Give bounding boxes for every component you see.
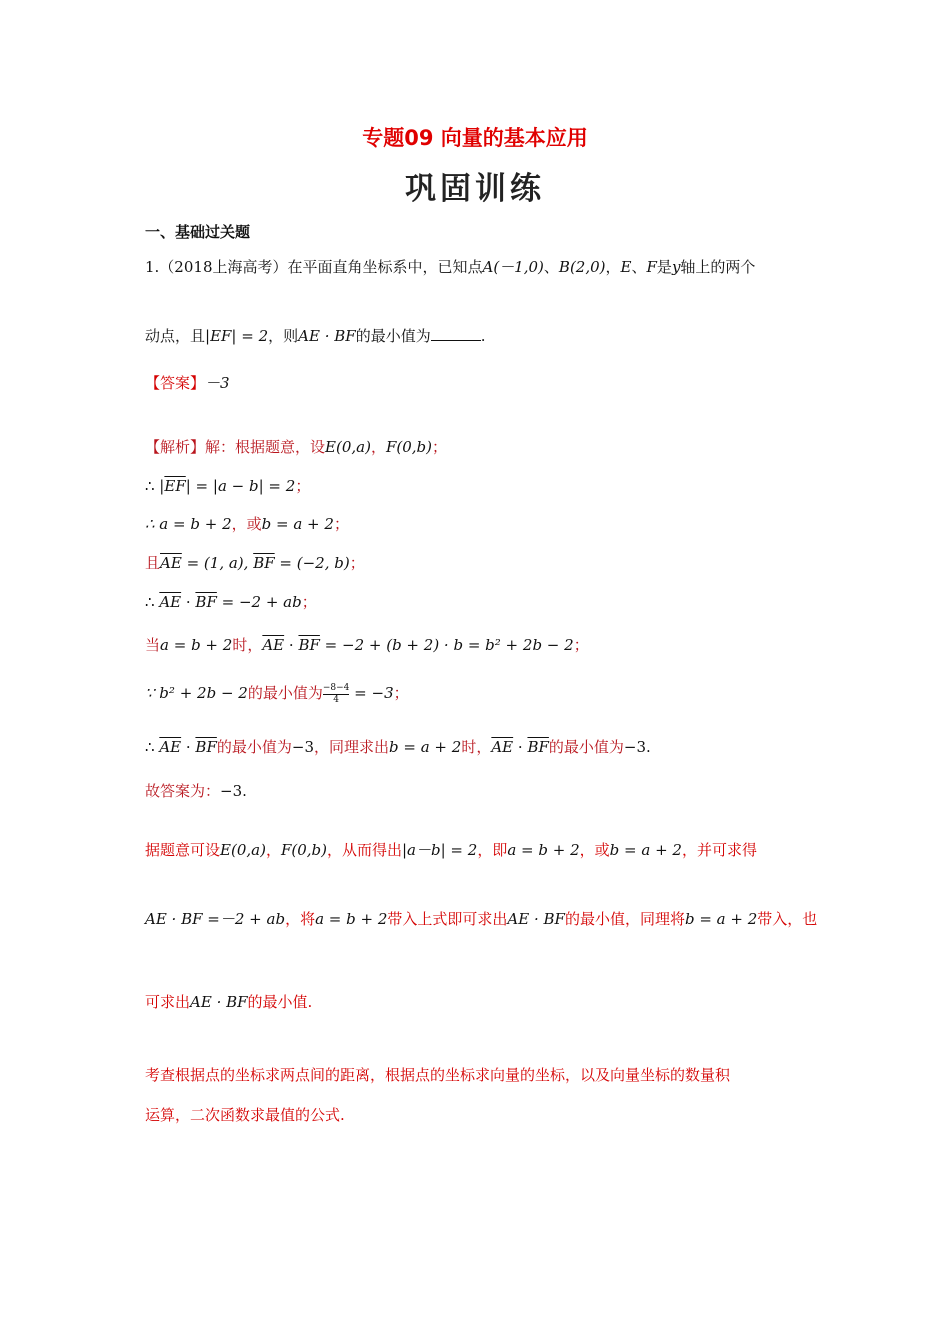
document-subtitle: 巩固训练 bbox=[405, 171, 545, 207]
analysis-line bbox=[145, 475, 310, 496]
question-line bbox=[145, 256, 755, 277]
text-segment: 时， bbox=[232, 636, 263, 654]
math-expression: = −2 + ab bbox=[216, 593, 302, 611]
remark-line bbox=[145, 908, 817, 929]
text-segment: 带入上式即可求出 bbox=[387, 910, 508, 928]
text-segment: 故答案为： bbox=[145, 782, 221, 800]
analysis-line bbox=[145, 634, 589, 655]
math-expression: = −3 bbox=[349, 684, 394, 702]
math-expression: F bbox=[646, 258, 657, 276]
text-segment: ； bbox=[349, 554, 365, 572]
math-expression: AE · BF bbox=[507, 910, 565, 928]
math-expression: y bbox=[671, 258, 681, 276]
text-segment: ； bbox=[301, 593, 317, 611]
text-segment: 【解析】解：根据题意，设 bbox=[145, 438, 326, 456]
math-expression: b = a + 2 bbox=[261, 515, 334, 533]
text-segment: ； bbox=[431, 438, 447, 456]
math-expression: | = |a − b| = 2 bbox=[185, 477, 296, 495]
text-segment: · bbox=[513, 738, 528, 756]
vector-symbol: $\overline{BF}$ bbox=[527, 738, 549, 756]
text-segment: 的最小值为 bbox=[548, 738, 624, 756]
analysis-line bbox=[145, 552, 365, 573]
math-expression: b = a + 2 bbox=[389, 738, 462, 756]
vector-symbol: $\overline{AE}$ bbox=[160, 554, 182, 572]
text-segment: ，并可求得 bbox=[681, 841, 757, 859]
text-segment: ， bbox=[605, 258, 621, 276]
text-segment: 的最小值为 bbox=[247, 684, 323, 702]
fraction-numerator: −8−4 bbox=[322, 682, 350, 693]
text-segment: ，将 bbox=[285, 910, 316, 928]
math-expression: ∵ b² + 2b − 2 bbox=[145, 684, 248, 702]
text-segment: 、 bbox=[543, 258, 559, 276]
text-segment: 动点，且 bbox=[145, 327, 206, 345]
math-expression: AE · BF bbox=[298, 327, 356, 345]
math-expression: B(2,0) bbox=[558, 258, 606, 276]
text-segment: ，从而得出 bbox=[326, 841, 402, 859]
vector-symbol: $\overline{AE}$ bbox=[491, 738, 514, 756]
vector-symbol: $\overline{AE}$ bbox=[159, 593, 182, 611]
analysis-line bbox=[145, 591, 317, 612]
text-segment: · bbox=[181, 593, 196, 611]
text-segment: 且 bbox=[145, 554, 161, 572]
math-expression: E(0,a) bbox=[325, 438, 371, 456]
text-segment: 是 bbox=[656, 258, 672, 276]
text-segment: 可求出 bbox=[145, 993, 191, 1011]
text-segment: 带入，也 bbox=[757, 910, 818, 928]
document-title: 专题09 向量的基本应用 bbox=[362, 126, 588, 150]
vector-symbol: $\overline{BF}$ bbox=[298, 636, 320, 654]
math-expression: AE · BF bbox=[190, 993, 248, 1011]
text-segment: 、 bbox=[631, 258, 647, 276]
math-expression: = −2 + (b + 2) · b = b² + 2b − 2 bbox=[319, 636, 574, 654]
math-expression: a = b + 2 bbox=[160, 636, 233, 654]
text-segment: ； bbox=[295, 477, 311, 495]
text-segment: 1.（2018上海高考）在平面直角坐标系中，已知点 bbox=[145, 258, 483, 276]
text-segment: −3. bbox=[623, 738, 651, 756]
math-expression: a = b + 2 bbox=[507, 841, 580, 859]
math-expression: E(0,a) bbox=[220, 841, 266, 859]
text-segment: −3 bbox=[291, 738, 314, 756]
text-segment: ； bbox=[573, 636, 589, 654]
vector-symbol: $\overline{AE}$ bbox=[262, 636, 285, 654]
summary-line bbox=[145, 1104, 345, 1125]
text-segment: · bbox=[181, 738, 196, 756]
text-segment: 轴上的两个 bbox=[680, 258, 756, 276]
text-segment: ； bbox=[393, 684, 409, 702]
text-segment: ，或 bbox=[231, 515, 262, 533]
vector-symbol: $\overline{BF}$ bbox=[195, 593, 217, 611]
remark-line bbox=[145, 991, 312, 1012]
fraction-denominator: 4 bbox=[333, 694, 339, 705]
text-segment: 的最小值为 bbox=[216, 738, 292, 756]
math-expression: －3 bbox=[205, 374, 230, 392]
analysis-line bbox=[145, 780, 247, 801]
text-segment: 当 bbox=[145, 636, 161, 654]
math-expression: A(－1,0) bbox=[482, 258, 544, 276]
analysis-line bbox=[145, 513, 349, 534]
section-heading: 一、基础过关题 bbox=[145, 223, 251, 241]
text-segment: . bbox=[480, 327, 486, 345]
fraction bbox=[323, 683, 350, 706]
text-segment: 【答案】 bbox=[145, 374, 206, 392]
text-segment: 的最小值为 bbox=[355, 327, 431, 345]
text-segment: · bbox=[284, 636, 299, 654]
vector-symbol: $\overline{EF}$ bbox=[164, 477, 186, 495]
text-segment: 的最小值，同理将 bbox=[564, 910, 685, 928]
text-segment: ∴ bbox=[145, 593, 160, 611]
text-segment: ， bbox=[265, 841, 281, 859]
vector-symbol: $\overline{BF}$ bbox=[253, 554, 275, 572]
math-expression: b = a + 2 bbox=[684, 910, 758, 928]
text-segment: ，或 bbox=[579, 841, 610, 859]
answer-line bbox=[145, 372, 230, 393]
text-segment: ，同理求出 bbox=[314, 738, 390, 756]
math-expression: F(0,b) bbox=[385, 438, 432, 456]
math-expression: |a－b| = 2 bbox=[402, 841, 478, 859]
math-expression: E bbox=[620, 258, 632, 276]
math-expression: b = a + 2 bbox=[609, 841, 682, 859]
text-segment: ∴ | bbox=[145, 477, 165, 495]
math-expression: a = b + 2 bbox=[315, 910, 388, 928]
math-expression: = (−2, b) bbox=[274, 554, 350, 572]
analysis-line bbox=[145, 736, 651, 757]
vector-symbol: $\overline{AE}$ bbox=[159, 738, 182, 756]
text-segment: 时， bbox=[461, 738, 492, 756]
analysis-line bbox=[145, 682, 409, 706]
text-segment: ∴ bbox=[145, 738, 160, 756]
math-expression: AE · BF bbox=[145, 910, 203, 928]
math-expression: ∴ a = b + 2 bbox=[145, 515, 232, 533]
text-segment: 运算，二次函数求最值的公式. bbox=[145, 1106, 345, 1124]
text-segment: ，即 bbox=[477, 841, 508, 859]
answer-blank bbox=[431, 328, 481, 341]
summary-line bbox=[145, 1064, 730, 1085]
text-segment: 考查根据点的坐标求两点间的距离，根据点的坐标求向量的坐标，以及向量坐标的数量积 bbox=[145, 1066, 731, 1084]
text-segment: ，则 bbox=[268, 327, 299, 345]
text-segment: ； bbox=[333, 515, 349, 533]
math-expression: = (1, a), bbox=[181, 554, 254, 572]
question-line bbox=[145, 325, 485, 346]
math-expression: =－2 + ab bbox=[202, 910, 286, 928]
remark-line bbox=[145, 839, 757, 860]
text-segment: −3. bbox=[220, 782, 247, 800]
math-expression: F(0,b) bbox=[280, 841, 327, 859]
text-segment: 据题意可设 bbox=[145, 841, 221, 859]
text-segment: ， bbox=[370, 438, 386, 456]
analysis-line bbox=[145, 436, 447, 457]
vector-symbol: $\overline{BF}$ bbox=[195, 738, 217, 756]
text-segment: 的最小值. bbox=[247, 993, 313, 1011]
math-expression: |EF| = 2 bbox=[205, 327, 269, 345]
